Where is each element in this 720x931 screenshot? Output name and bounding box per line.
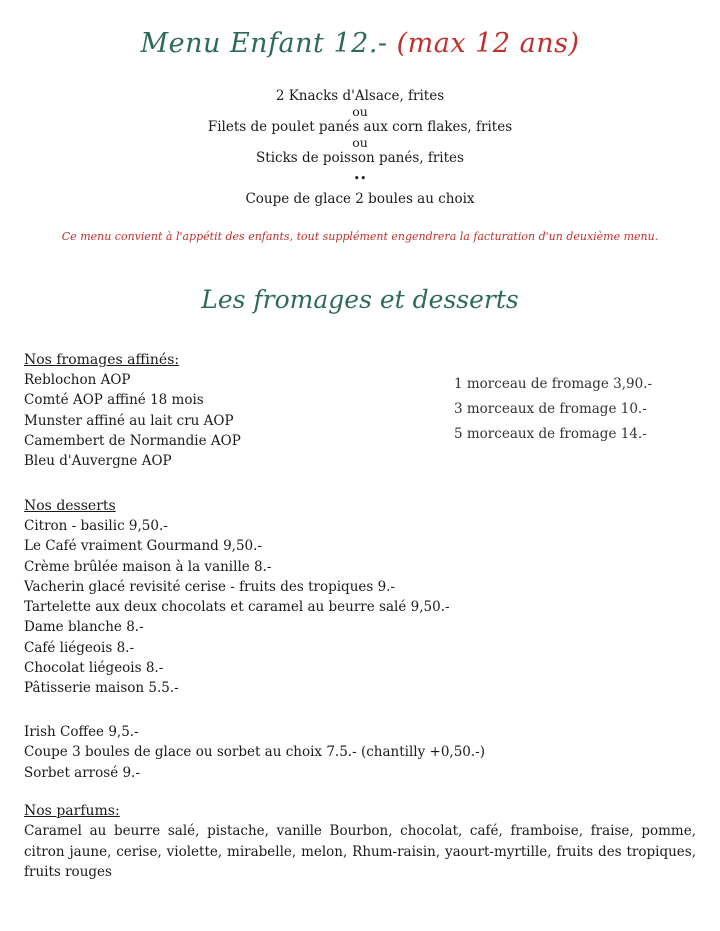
drinks-section	[24, 722, 485, 783]
drink-item: Coupe 3 boules de glace ou sorbet au choix 7.5.- (chantilly +0,50.-)	[24, 744, 485, 761]
dessert-item: Citron - basilic 9,50.-	[24, 518, 168, 534]
cheese-item: Bleu d'Auvergne AOP	[24, 453, 172, 470]
kids-menu-title-main: Menu Enfant 12.-	[140, 28, 388, 59]
kids-option-2: Filets de poulet panés aux corn flakes, frites	[207, 119, 513, 135]
dessert-item: Café liégeois 8.-	[24, 639, 135, 656]
kids-option-3: Sticks de poisson panés, frites	[256, 150, 464, 166]
cheese-item: Munster affiné au lait cru AOP	[24, 412, 234, 429]
cheese-item: Comté AOP affiné 18 mois	[24, 392, 204, 409]
kids-menu-options	[0, 88, 720, 208]
cheese-price: 5 morceaux de fromage 14.-	[454, 426, 647, 442]
dessert-item: Chocolat liégeois 8.-	[24, 660, 164, 677]
kids-menu-age-limit: (max 12 ans)	[396, 28, 580, 59]
kids-or-2: ou	[352, 135, 368, 150]
dessert-item: Tartelette aux deux chocolats et caramel au beurre salé 9,50.-	[24, 599, 450, 616]
kids-dessert: Coupe de glace 2 boules au choix	[245, 191, 475, 207]
flavors-heading: Nos parfums:	[24, 803, 120, 819]
cheese-prices	[454, 372, 652, 447]
cheese-desserts-title: Les fromages et desserts	[201, 285, 519, 314]
cheese-item: Camembert de Normandie AOP	[24, 432, 241, 449]
cheese-price: 1 morceau de fromage 3,90.-	[454, 376, 653, 392]
cheeses-heading: Nos fromages affinés:	[24, 352, 180, 368]
cheese-item: Reblochon AOP	[24, 372, 131, 388]
kids-separator: ••	[353, 172, 367, 185]
desserts-section	[24, 496, 450, 699]
dessert-item: Dame blanche 8.-	[24, 619, 144, 636]
dessert-item: Pâtisserie maison 5.5.-	[24, 680, 179, 697]
cheese-price: 3 morceaux de fromage 10.-	[454, 401, 647, 417]
drink-item: Sorbet arrosé 9.-	[24, 764, 140, 781]
flavors-list: Caramel au beurre salé, pistache, vanille Bourbon, chocolat, café, framboise, fraise, pomme, citron jaune, cerise, violette, mirabelle, melon, Rhum-raisin, yaourt-myrtille, fruits des tropiques, fruits rouges	[24, 823, 696, 880]
kids-menu-title	[0, 28, 720, 59]
dessert-item: Crème brûlée maison à la vanille 8.-	[24, 558, 272, 575]
drink-item: Irish Coffee 9,5.-	[24, 724, 139, 740]
dessert-item: Vacherin glacé revisité cerise - fruits des tropiques 9.-	[24, 578, 396, 595]
dessert-item: Le Café vraiment Gourmand 9,50.-	[24, 538, 262, 555]
flavors-section	[24, 801, 696, 883]
kids-or-1: ou	[352, 104, 368, 119]
kids-menu-notice: Ce menu convient à l'appétit des enfants, tout supplément engendrera la facturation d'un deuxième menu.	[61, 230, 659, 243]
cheeses-section	[24, 350, 241, 471]
desserts-heading: Nos desserts	[24, 498, 116, 514]
kids-option-1: 2 Knacks d'Alsace, frites	[275, 88, 445, 104]
